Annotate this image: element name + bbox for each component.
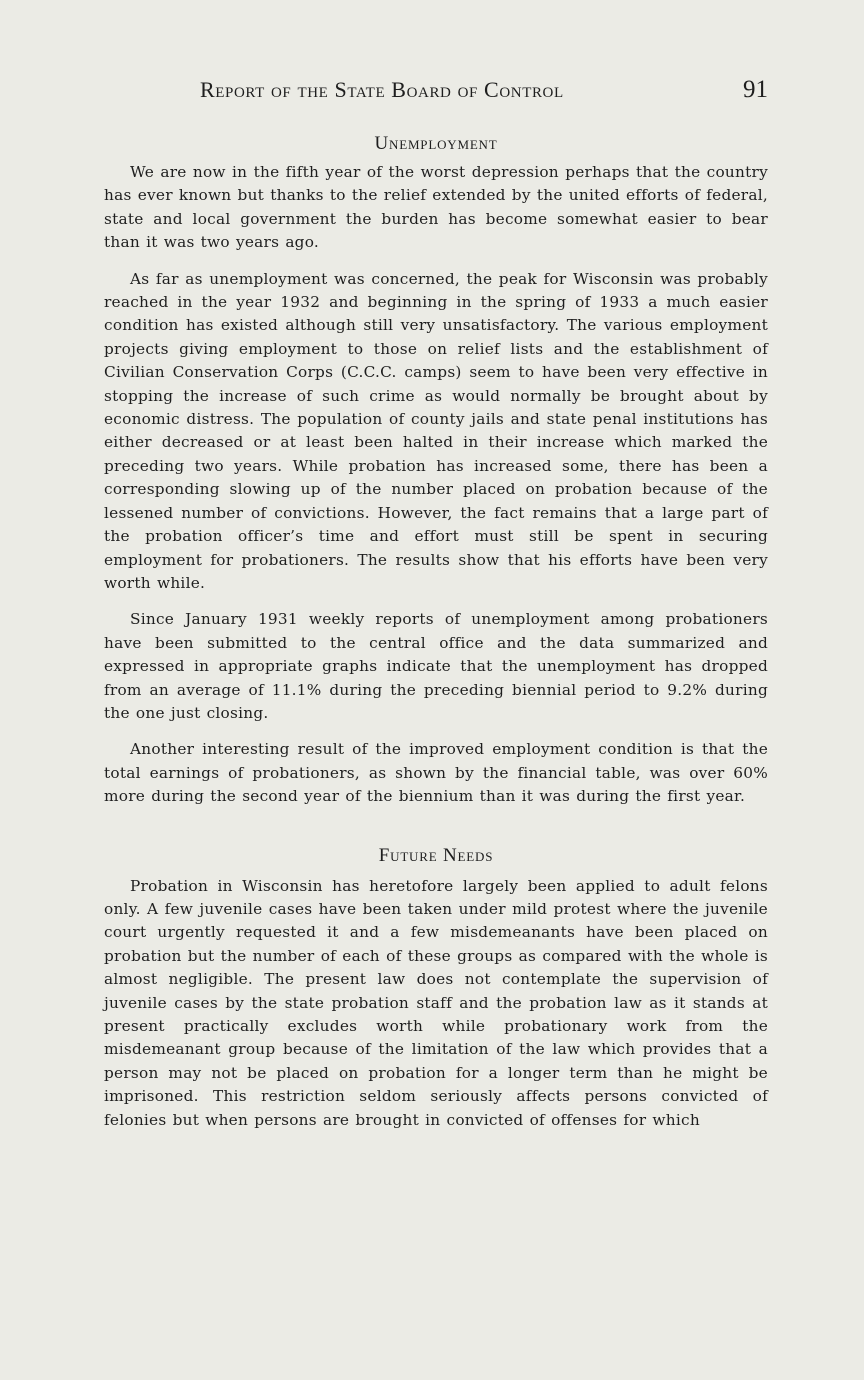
page-number: 91 xyxy=(743,76,768,103)
running-header xyxy=(200,76,768,110)
paragraph: Since January 1931 weekly reports of unemployment among probationers have been submitted to the central office and the data summarized and expressed in appropriate graphs indicate that the unemployment has dropped from an average of 11.1% during the preceding biennial period to 9.2% during the one just closing. xyxy=(104,610,768,722)
section-future-needs xyxy=(104,845,768,1132)
section-unemployment xyxy=(104,133,768,809)
section-heading-unemployment: Unemployment xyxy=(374,133,498,154)
paragraph: Probation in Wisconsin has heretofore largely been applied to adult felons only. A few juvenile cases have been taken under mild protest where the juvenile court urgently requested it and a few misdemeanants have been placed on probation but the number of each of these groups as compared with the whole is almost negligible. The present law does not contemplate the supervision of juvenile cases by the state probation staff and the probation law as it stands at present practically excludes worth while probationary work from the misdemeanant group because of the limitation of the law which provides that a person may not be placed on probation for a longer term than he might be imprisoned. This restriction seldom seriously affects persons convicted of felonies but when persons are brought in convicted of offenses for which xyxy=(104,876,768,1129)
paragraph: Another interesting result of the improved employment condition is that the total earnings of probationers, as shown by the financial table, was over 60% more during the second year of the biennium than it was during the first year. xyxy=(104,740,768,806)
running-title: Report of the State Board of Control xyxy=(200,77,564,102)
paragraph: As far as unemployment was concerned, the peak for Wisconsin was probably reached in the year 1932 and beginning in the spring of 1933 a much easier condition has existed although still very unsatisfactory. The various employment projects giving employment to those on relief lists and the establishment of Civilian Conservation Corps (C.C.C. camps) seem to have been very effective in stopping the increase of such crime as would normally be brought about by economic distress. The population of county jails and state penal institutions has either decreased or at least been halted in their increase which marked the preceding two years. While probation has increased some, there has been a corresponding slowing up of the number placed on probation because of the lessened number of convictions. However, the fact remains that a large part of the probation officer’s time and effort must still be spent in securing employment for probationers. The results show that his efforts have been very worth while. xyxy=(104,269,768,592)
paragraph: We are now in the fifth year of the worst depression perhaps that the country has ever known but thanks to the relief extended by the united efforts of federal, state and local government the burden has become somewhat easier to bear than it was two years ago. xyxy=(104,163,768,252)
section-heading-future-needs: Future Needs xyxy=(378,844,494,866)
report-page xyxy=(104,76,768,1145)
